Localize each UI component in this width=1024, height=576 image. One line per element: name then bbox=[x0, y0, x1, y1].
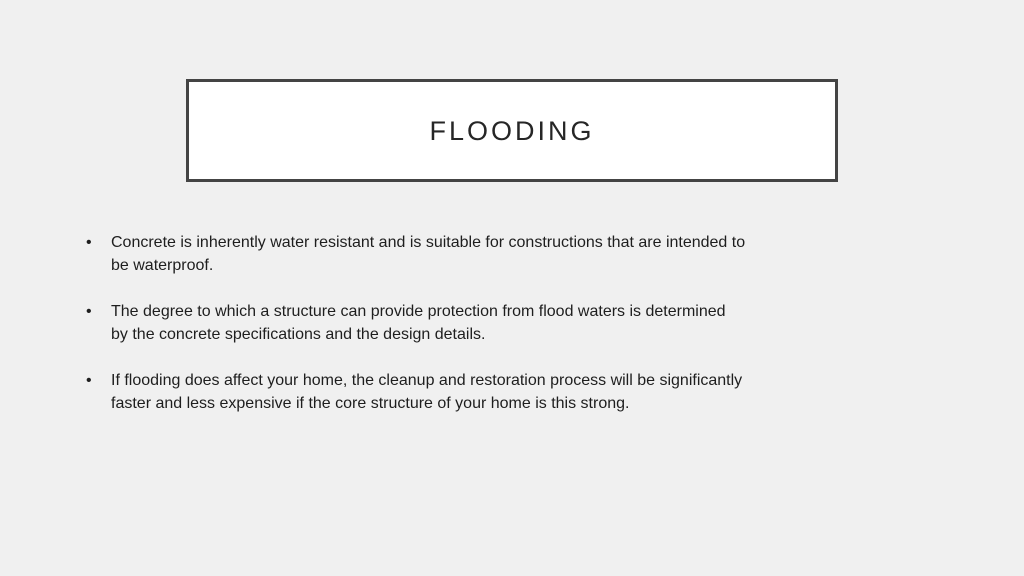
bullet-text: Concrete is inherently water resistant and is suitable for constructions that are intended to be waterproof. bbox=[111, 234, 746, 274]
bullet-list bbox=[86, 231, 746, 438]
title-box bbox=[186, 79, 838, 182]
bullet-dot-icon: • bbox=[86, 303, 92, 320]
slide-title: FLOODING bbox=[429, 116, 595, 146]
bullet-text: The degree to which a structure can provide protection from flood waters is determined by the concrete specifications and the design details. bbox=[111, 303, 726, 343]
list-item bbox=[86, 231, 746, 277]
bullet-dot-icon: • bbox=[86, 234, 92, 251]
list-item bbox=[86, 300, 746, 346]
bullet-dot-icon: • bbox=[86, 372, 92, 389]
list-item bbox=[86, 369, 746, 415]
bullet-text: If flooding does affect your home, the cleanup and restoration process will be significantly faster and less expensive if the core structure of your home is this strong. bbox=[111, 372, 743, 412]
